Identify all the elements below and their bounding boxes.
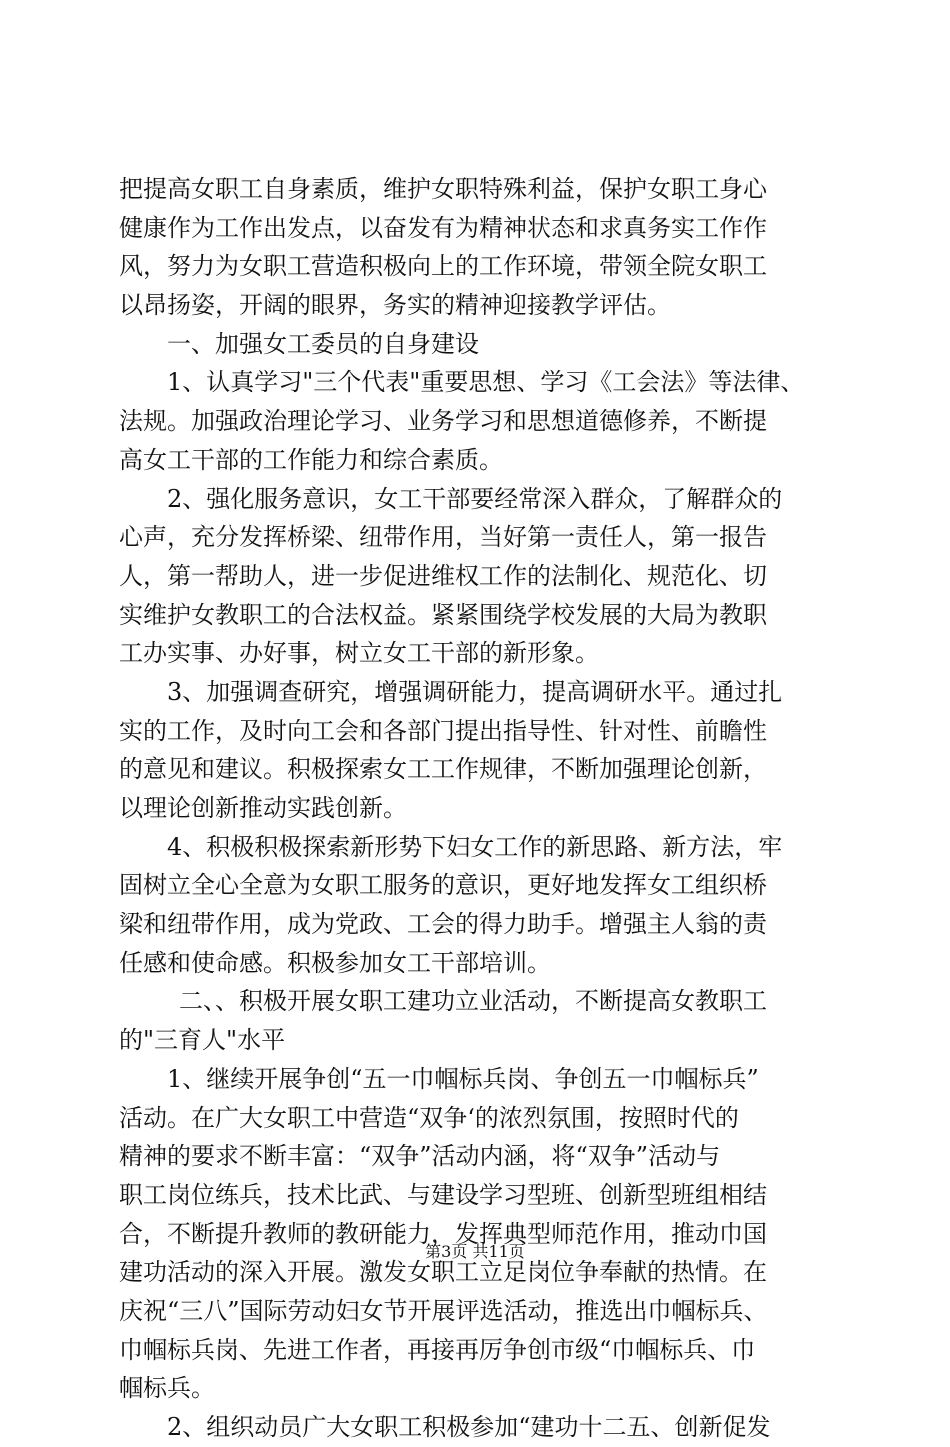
- text-line: 把提高女职工自身素质，维护女职特殊利益，保护女职工身心: [119, 175, 767, 203]
- text-line: 活动。在广大女职工中营造“双争‘的浓烈氛围，按照时代的: [119, 1103, 739, 1132]
- text-line: 一、加强女工委员的自身建设: [167, 329, 479, 358]
- text-line: 高女工干部的工作能力和综合素质。: [119, 445, 503, 474]
- text-line: 帼标兵。: [119, 1374, 215, 1403]
- text-line: 1、继续开展争创“五一巾帼标兵岗、争创五一巾帼标兵”: [167, 1064, 759, 1093]
- text-line: 的意见和建议。积极探索女工工作规律，不断加强理论创新，: [119, 755, 767, 784]
- text-line: 梁和纽带作用，成为党政、工会的得力助手。增强主人翁的责: [119, 910, 767, 939]
- text-line: 风，努力为女职工营造积极向上的工作环境，带领全院女职工: [119, 252, 767, 281]
- page-footer: 第3页 共11页: [425, 1242, 525, 1261]
- text-line: 精神的要求不断丰富：“双争”活动内涵，将“双争”活动与: [119, 1142, 721, 1171]
- text-line: 巾帼标兵岗、先进工作者，再接再厉争创市级“巾帼标兵、巾: [119, 1335, 756, 1364]
- text-line: 2、强化服务意识，女工干部要经常深入群众，了解群众的: [167, 484, 783, 513]
- text-line: 二、、积极开展女职工建功立业活动，不断提高女教职工: [179, 987, 767, 1016]
- text-line: 人，第一帮助人，进一步促进维权工作的法制化、规范化、切: [119, 561, 767, 590]
- text-line: 实的工作，及时向工会和各部门提出指导性、针对性、前瞻性: [119, 716, 767, 745]
- text-line: 建功活动的深入开展。激发女职工立足岗位争奉献的热情。在: [119, 1258, 767, 1287]
- text-line: 合，不断提升教师的教研能力，发挥典型师范作用，推动巾国: [119, 1219, 767, 1248]
- text-line: 2、组织动员广大女职工积极参加“建功十二五、创新促发: [167, 1413, 771, 1441]
- text-line: 工办实事、办好事，树立女工干部的新形象。: [119, 639, 599, 668]
- text-line: 法规。加强政治理论学习、业务学习和思想道德修养，不断提: [119, 407, 767, 436]
- text-line: 庆祝“三八”国际劳动妇女节开展评选活动，推选出巾帼标兵、: [119, 1296, 768, 1325]
- text-line: 固树立全心全意为女职工服务的意识，更好地发挥女工组织桥: [119, 871, 767, 900]
- text-line: 3、加强调查研究，增强调研能力，提高调研水平。通过扎: [167, 677, 783, 706]
- text-line: 职工岗位练兵，技术比武、与建设学习型班、创新型班组相结: [119, 1180, 767, 1209]
- text-line: 以理论创新推动实践创新。: [119, 794, 407, 822]
- text-line: 的"三育人"水平: [119, 1026, 286, 1055]
- text-line: 任感和使命感。积极参加女工干部培训。: [119, 948, 551, 977]
- text-line: 1、认真学习"三个代表"重要思想、学习《工会法》等法律、: [167, 368, 805, 397]
- text-line: 实维护女教职工的合法权益。紧紧围绕学校发展的大局为教职: [119, 600, 767, 629]
- text-line: 健康作为工作出发点，以奋发有为精神状态和求真务实工作作: [119, 213, 767, 242]
- text-line: 心声，充分发挥桥梁、纽带作用，当好第一责任人，第一报告: [119, 523, 767, 552]
- text-line: 以昂扬姿，开阔的眼界，务实的精神迎接教学评估。: [119, 291, 671, 320]
- text-line: 4、积极积极探索新形势下妇女工作的新思路、新方法，牢: [167, 832, 783, 861]
